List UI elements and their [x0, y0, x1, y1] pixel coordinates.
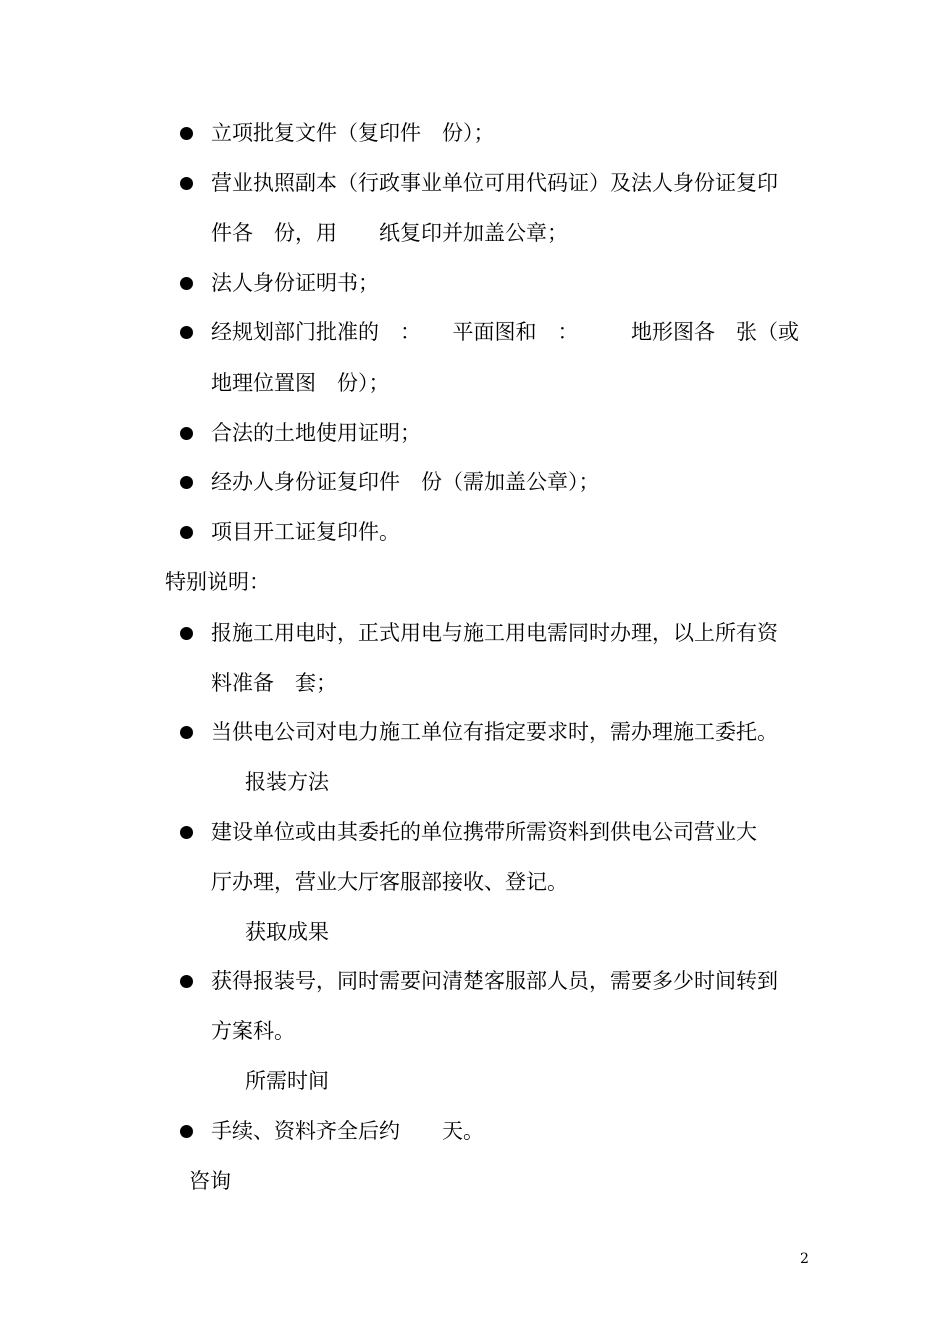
list-item-line: 经办人身份证复印件 份（需加盖公章）；: [211, 470, 600, 494]
list-item-line: 立项批复文件（复印件 份）；: [211, 121, 495, 145]
list-item-line: 报施工用电时，正式用电与施工用电需同时办理，以上所有资: [211, 621, 778, 645]
bullet-icon: [180, 627, 193, 640]
bullet-icon: [180, 177, 193, 190]
bullet-icon: [180, 427, 193, 440]
list-item-line: 方案科。: [211, 1019, 295, 1043]
list-item-line: 手续、资料齐全后约 天。: [211, 1119, 484, 1143]
consult-heading: 咨询: [189, 1169, 231, 1193]
list-item-line: 合法的土地使用证明；: [211, 421, 421, 445]
list-item-line: 项目开工证复印件。: [211, 520, 400, 544]
bullet-icon: [180, 326, 193, 339]
section-heading: 获取成果: [245, 920, 329, 944]
bullet-icon: [180, 726, 193, 739]
bullet-icon: [180, 826, 193, 839]
list-item-line: 当供电公司对电力施工单位有指定要求时，需办理施工委托。: [211, 720, 778, 744]
page-number: 2: [800, 1251, 809, 1267]
bullet-icon: [180, 1125, 193, 1138]
list-item-line: 厅办理，营业大厅客服部接收、登记。: [211, 870, 568, 894]
list-item-line: 经规划部门批准的 ： 平面图和 ： 地形图各 张（或: [211, 320, 799, 344]
list-item-line: 获得报装号，同时需要问清楚客服部人员，需要多少时间转到: [211, 969, 778, 993]
bullet-icon: [180, 526, 193, 539]
bullet-icon: [180, 476, 193, 489]
list-item-line: 营业执照副本（行政事业单位可用代码证）及法人身份证复印: [211, 171, 778, 195]
list-item-line: 料准备 套；: [211, 671, 337, 695]
list-item-line: 建设单位或由其委托的单位携带所需资料到供电公司营业大: [211, 820, 757, 844]
list-item-line: 地理位置图 份）；: [211, 371, 390, 395]
bullet-icon: [180, 127, 193, 140]
special-note-heading: 特别说明：: [165, 570, 270, 594]
list-item-line: 件各 份，用 纸复印并加盖公章；: [211, 221, 568, 245]
section-heading: 所需时间: [245, 1069, 329, 1093]
section-heading: 报装方法: [245, 770, 329, 794]
list-item-line: 法人身份证明书；: [211, 271, 379, 295]
bullet-icon: [180, 277, 193, 290]
bullet-icon: [180, 975, 193, 988]
